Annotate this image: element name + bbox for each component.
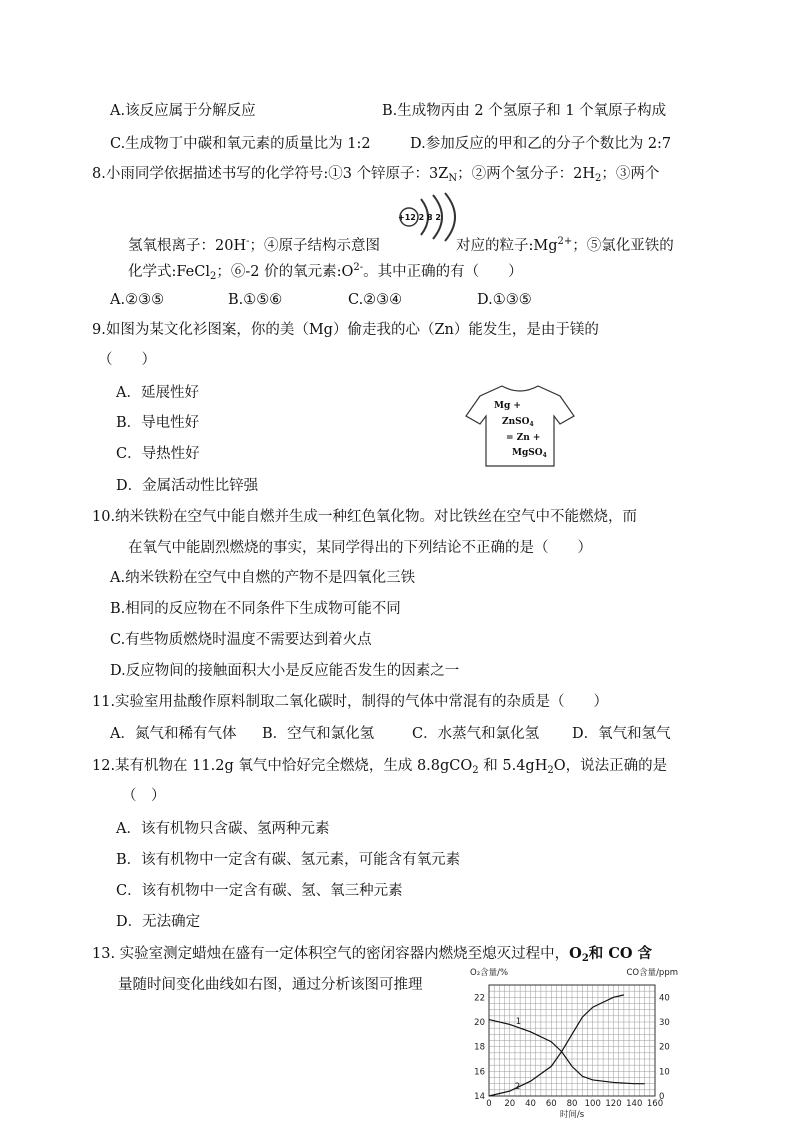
q8-option-b: B.①⑤⑥ bbox=[228, 292, 283, 308]
x-tick-label: 160 bbox=[646, 1099, 664, 1109]
o2-co-chart bbox=[468, 966, 680, 1119]
x-tick-label: 20 bbox=[504, 1099, 516, 1109]
q13-stem-line2: 量随时间变化曲线如右图，通过分析该图可推理 bbox=[118, 977, 423, 993]
q11-option-b: B．空气和氯化氢 bbox=[262, 726, 375, 742]
q10-option-a: A.纳米铁粉在空气中自燃的产物不是四氧化三铁 bbox=[110, 570, 416, 586]
series-label-2: 2 bbox=[514, 1082, 521, 1093]
q9-option-a: A．延展性好 bbox=[116, 385, 199, 401]
q12-option-b: B．该有机物中一定含有碳、氢元素，可能含有氧元素 bbox=[116, 852, 461, 868]
x-axis-label: 时间/s bbox=[559, 1110, 585, 1119]
y-right-tick-label: 10 bbox=[659, 1067, 670, 1078]
x-tick-label: 120 bbox=[605, 1099, 622, 1109]
q9-option-d: D．金属活动性比锌强 bbox=[116, 478, 259, 494]
shirt-text-2: ZnSO bbox=[502, 417, 530, 427]
y-left-tick-label: 22 bbox=[474, 993, 485, 1004]
q12-stem-line2: （ ） bbox=[122, 788, 166, 804]
q9-stem-line2: （ ） bbox=[98, 352, 156, 368]
q12-stem-line1: 12.某有机物在 11.2g 氧气中恰好完全燃烧，生成 8.8gCO$_2$ 和 $5.4gH_2O$，说法正确的是 bbox=[92, 758, 668, 776]
q7-option-b: B.生成物丙由 2 个氢原子和 1 个氧原子构成 bbox=[382, 103, 667, 119]
q12-option-c: C．该有机物中一定含有碳、氢、氧三种元素 bbox=[116, 883, 403, 899]
q13-stem-line1: 13. 实验室测定蜡烛在盛有一定体积空气的密闭容器内燃烧至熄灭过程中，$O_2$和 CO 含 bbox=[92, 945, 653, 964]
shirt-text-3: = Zn + bbox=[506, 433, 541, 443]
shirt-text-4: MgSO bbox=[512, 448, 543, 458]
q11-option-c: C．水蒸气和氯化氢 bbox=[412, 726, 540, 742]
q9-stem-line1: 9.如图为某文化衫图案，你的美（Mg）偷走我的心（Zn）能发生，是由于镁的 bbox=[92, 322, 599, 338]
atom-diagram-label: +12 2 8 2 bbox=[398, 213, 441, 222]
q10-option-d: D.反应物间的接触面积大小是反应能否发生的因素之一 bbox=[110, 663, 460, 679]
q8-option-c: C.②③④ bbox=[348, 292, 403, 308]
q10-stem-line2: 在氧气中能剧烈燃烧的事实，某同学得出的下列结论不正确的是（ ） bbox=[128, 540, 592, 556]
x-tick-label: 140 bbox=[626, 1099, 643, 1109]
q7-option-c: C.生成物丁中碳和氧元素的质量比为 1:2 bbox=[110, 136, 371, 152]
q11-option-a: A．氮气和稀有气体 bbox=[110, 726, 237, 742]
x-tick-label: 80 bbox=[566, 1099, 578, 1109]
y-right-axis-label: CO含量/ppm bbox=[626, 968, 678, 978]
q9-option-b: B．导电性好 bbox=[116, 415, 200, 431]
q8-option-d: D.①③⑤ bbox=[477, 292, 532, 308]
shirt-text-1: Mg + bbox=[494, 401, 521, 411]
x-tick-label: 60 bbox=[545, 1099, 557, 1109]
y-right-tick-label: 30 bbox=[659, 1018, 670, 1028]
q9-option-c: C．导热性好 bbox=[116, 446, 200, 462]
y-right-tick-label: 40 bbox=[659, 993, 670, 1004]
svg-text:MgSO4: MgSO$_4$ bbox=[512, 448, 547, 459]
q10-option-b: B.相同的反应物在不同条件下生成物可能不同 bbox=[110, 601, 401, 617]
q10-stem-line1: 10.纳米铁粉在空气中能自燃并生成一种红色氧化物。对比铁丝在空气中不能燃烧，而 bbox=[92, 509, 638, 525]
q11-option-d: D．氧气和氢气 bbox=[572, 726, 671, 742]
y-left-tick-label: 18 bbox=[474, 1042, 485, 1053]
y-left-tick-label: 14 bbox=[474, 1092, 485, 1102]
t-shirt-image bbox=[464, 384, 576, 468]
q8-stem-line2: 氢氧根离子：20H-；④原子结构示意图 对应的粒子$:Mg^{2+}$；⑤氯化亚铁的 bbox=[128, 236, 674, 254]
q8-stem-line3: 化学式:FeCl$_2$；⑥-2 价的氧元素$:O^{2-}$。其中正确的有（ ） bbox=[128, 262, 523, 282]
x-tick-label: 100 bbox=[584, 1099, 601, 1109]
q11-stem: 11.实验室用盐酸作原料制取二氧化碳时，制得的气体中常混有的杂质是（ ） bbox=[92, 694, 609, 710]
y-left-tick-label: 20 bbox=[474, 1018, 485, 1028]
q10-option-c: C.有些物质燃烧时温度不需要达到着火点 bbox=[110, 632, 372, 648]
svg-text:ZnSO4: ZnSO$_4$ bbox=[502, 417, 534, 428]
q8-option-a: A.②③⑤ bbox=[110, 292, 165, 308]
y-right-tick-label: 0 bbox=[659, 1092, 665, 1102]
y-left-tick-label: 16 bbox=[474, 1067, 485, 1078]
q12-option-d: D．无法确定 bbox=[116, 914, 201, 930]
y-left-axis-label: O₂含量/% bbox=[470, 968, 509, 978]
chart-grid bbox=[489, 985, 655, 1096]
x-tick-label: 0 bbox=[486, 1099, 492, 1109]
series-label-1: 1 bbox=[515, 1017, 522, 1028]
x-tick-label: 40 bbox=[525, 1099, 536, 1109]
q12-option-a: A．该有机物只含碳、氢两种元素 bbox=[116, 821, 330, 837]
q7-option-a: A.该反应属于分解反应 bbox=[110, 103, 256, 119]
q7-option-d: D.参加反应的甲和乙的分子个数比为 2:7 bbox=[410, 136, 672, 152]
y-right-tick-label: 20 bbox=[659, 1042, 670, 1053]
q8-stem-line1: 8.小雨同学依据描述书写的化学符号:①3 个锌原子：$3Z_N$；②两个氢分子：$2H_2$；③两个 bbox=[92, 166, 660, 184]
